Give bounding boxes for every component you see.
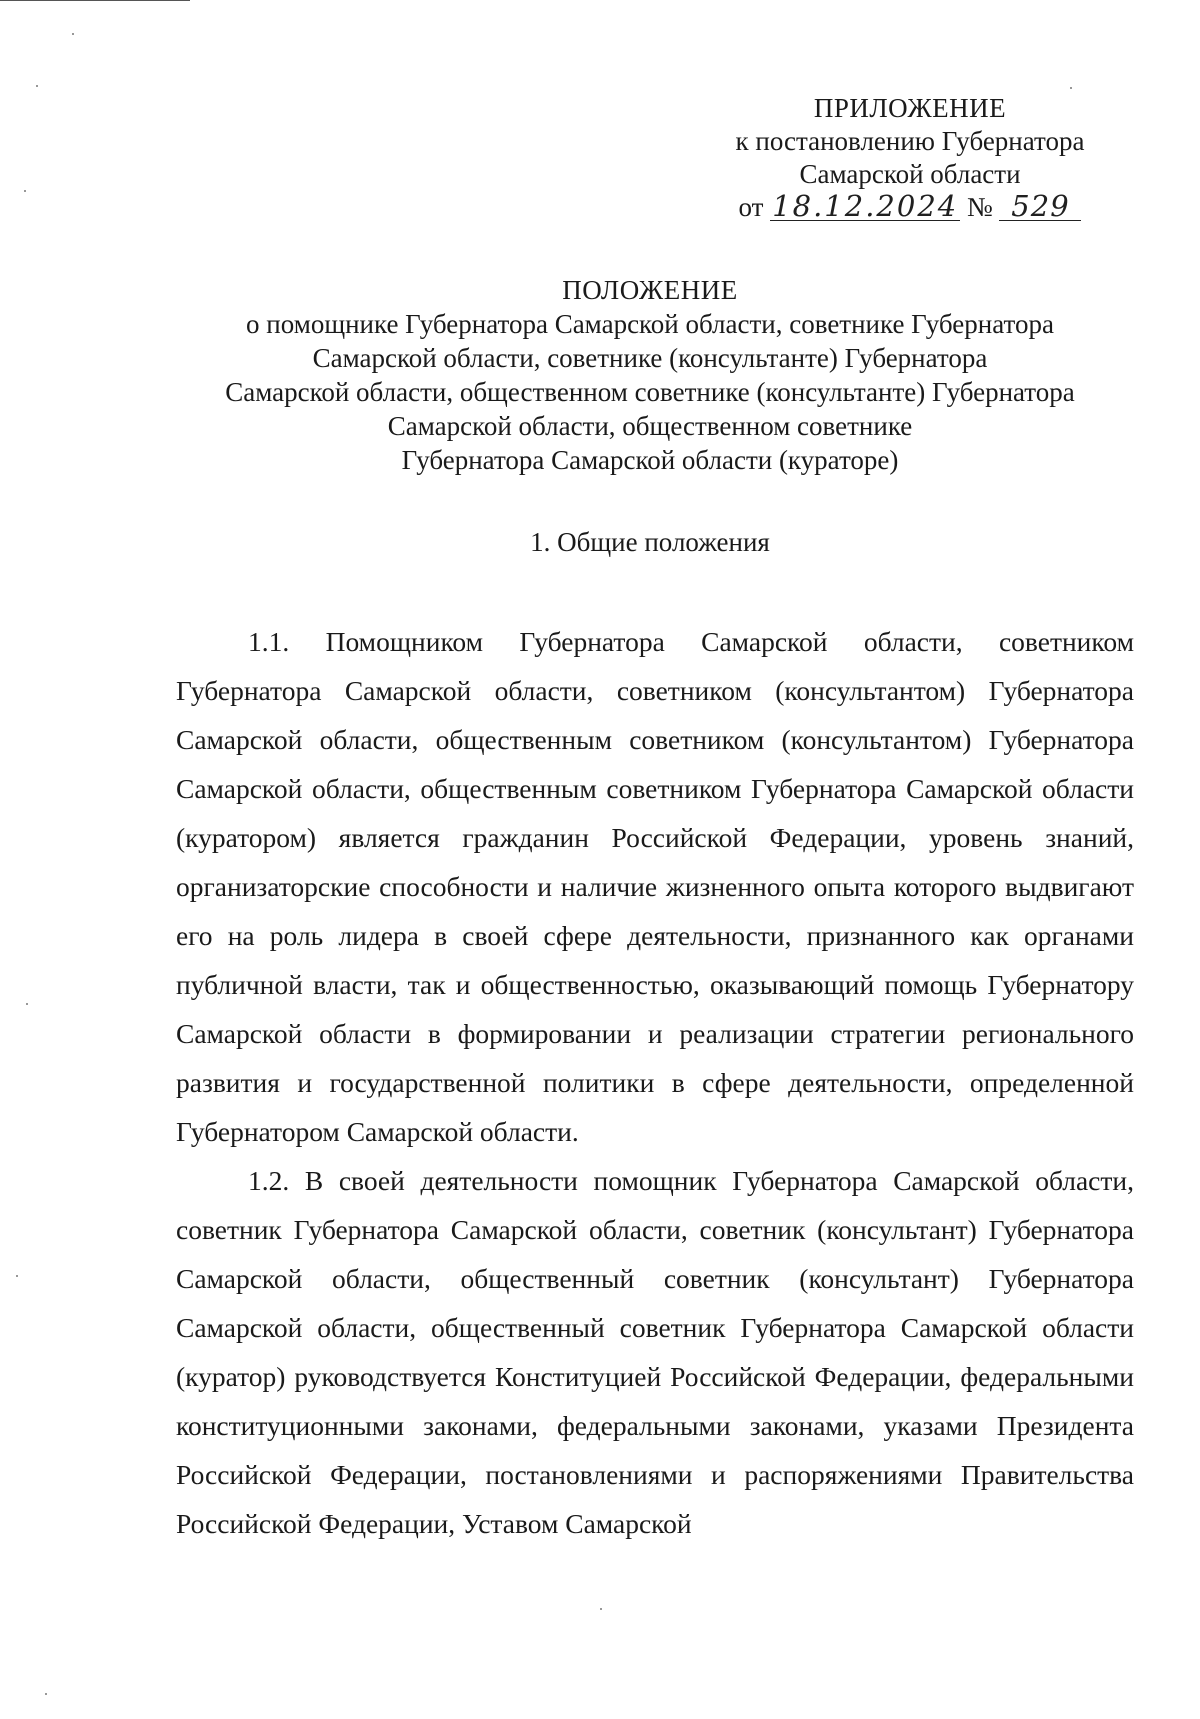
- scan-speck: [1070, 87, 1072, 89]
- document-subtitle-line: Губернатора Самарской области (кураторе): [401, 445, 899, 475]
- scan-speck: [72, 33, 74, 35]
- handwritten-date: 18.12.2024: [772, 189, 959, 223]
- date-prefix: от: [738, 192, 764, 222]
- scan-speck: [26, 1003, 28, 1005]
- document-heading: [160, 273, 1140, 477]
- scan-speck: [45, 1693, 47, 1695]
- document-body: [176, 617, 1134, 1548]
- scan-speck: [16, 1275, 18, 1277]
- number-sign: №: [966, 192, 993, 222]
- document-subtitle-line: Самарской области, советнике (консультанте) Губернатора: [312, 343, 988, 373]
- appendix-line: Самарской области: [799, 159, 1021, 189]
- paragraph: 1.2. В своей деятельности помощник Губернатора Самарской области, советник Губернатора Самарской области, советник (консультант) Губернатора Самарской области, общественный советник (консультант) Губернатора Самарской области, общественный советник Губернатора Самарской области (куратор) руководствуется Конституцией Российской Федерации, федеральными конституционными законами, федеральными законами, указами Президента Российской Федерации, постановлениями и распоряжениями Правительства Российской Федерации, Уставом Самарской: [176, 1165, 1134, 1539]
- appendix-line: к постановлению Губернатора: [735, 126, 1085, 156]
- scan-speck: [24, 190, 26, 192]
- section-title: 1. Общие положения: [530, 527, 770, 557]
- scan-speck: [36, 85, 38, 87]
- document-subtitle-line: Самарской области, общественном советнике (консультанте) Губернатора: [225, 377, 1075, 407]
- appendix-date-line: [739, 191, 1082, 224]
- handwritten-number: 529: [999, 192, 1081, 221]
- scan-edge-line: [0, 0, 190, 1]
- paragraph: 1.1. Помощником Губернатора Самарской области, советником Губернатора Самарской области, советником (консультантом) Губернатора Самарской области, общественным советником (консультантом) Губернатора Самарской области, общественным советником Губернатора Самарской области (куратором) является гражданин Российской Федерации, уровень знаний, организаторские способности и наличие жизненного опыта которого выдвигают его на роль лидера в своей сфере деятельности, признанного как органами публичной власти, так и общественностью, оказывающий помощь Губернатору Самарской области в формировании и реализации стратегии регионального развития и государственной политики в сфере деятельности, определенной Губернатором Самарской области.: [176, 626, 1134, 1147]
- appendix-title: ПРИЛОЖЕНИЕ: [813, 93, 1007, 123]
- document-title: ПОЛОЖЕНИЕ: [562, 275, 738, 305]
- scan-speck: [600, 1608, 602, 1610]
- appendix-block: [700, 92, 1120, 224]
- document-subtitle-line: Самарской области, общественном советнике: [387, 411, 913, 441]
- document-subtitle-line: о помощнике Губернатора Самарской области, советнике Губернатора: [246, 309, 1054, 339]
